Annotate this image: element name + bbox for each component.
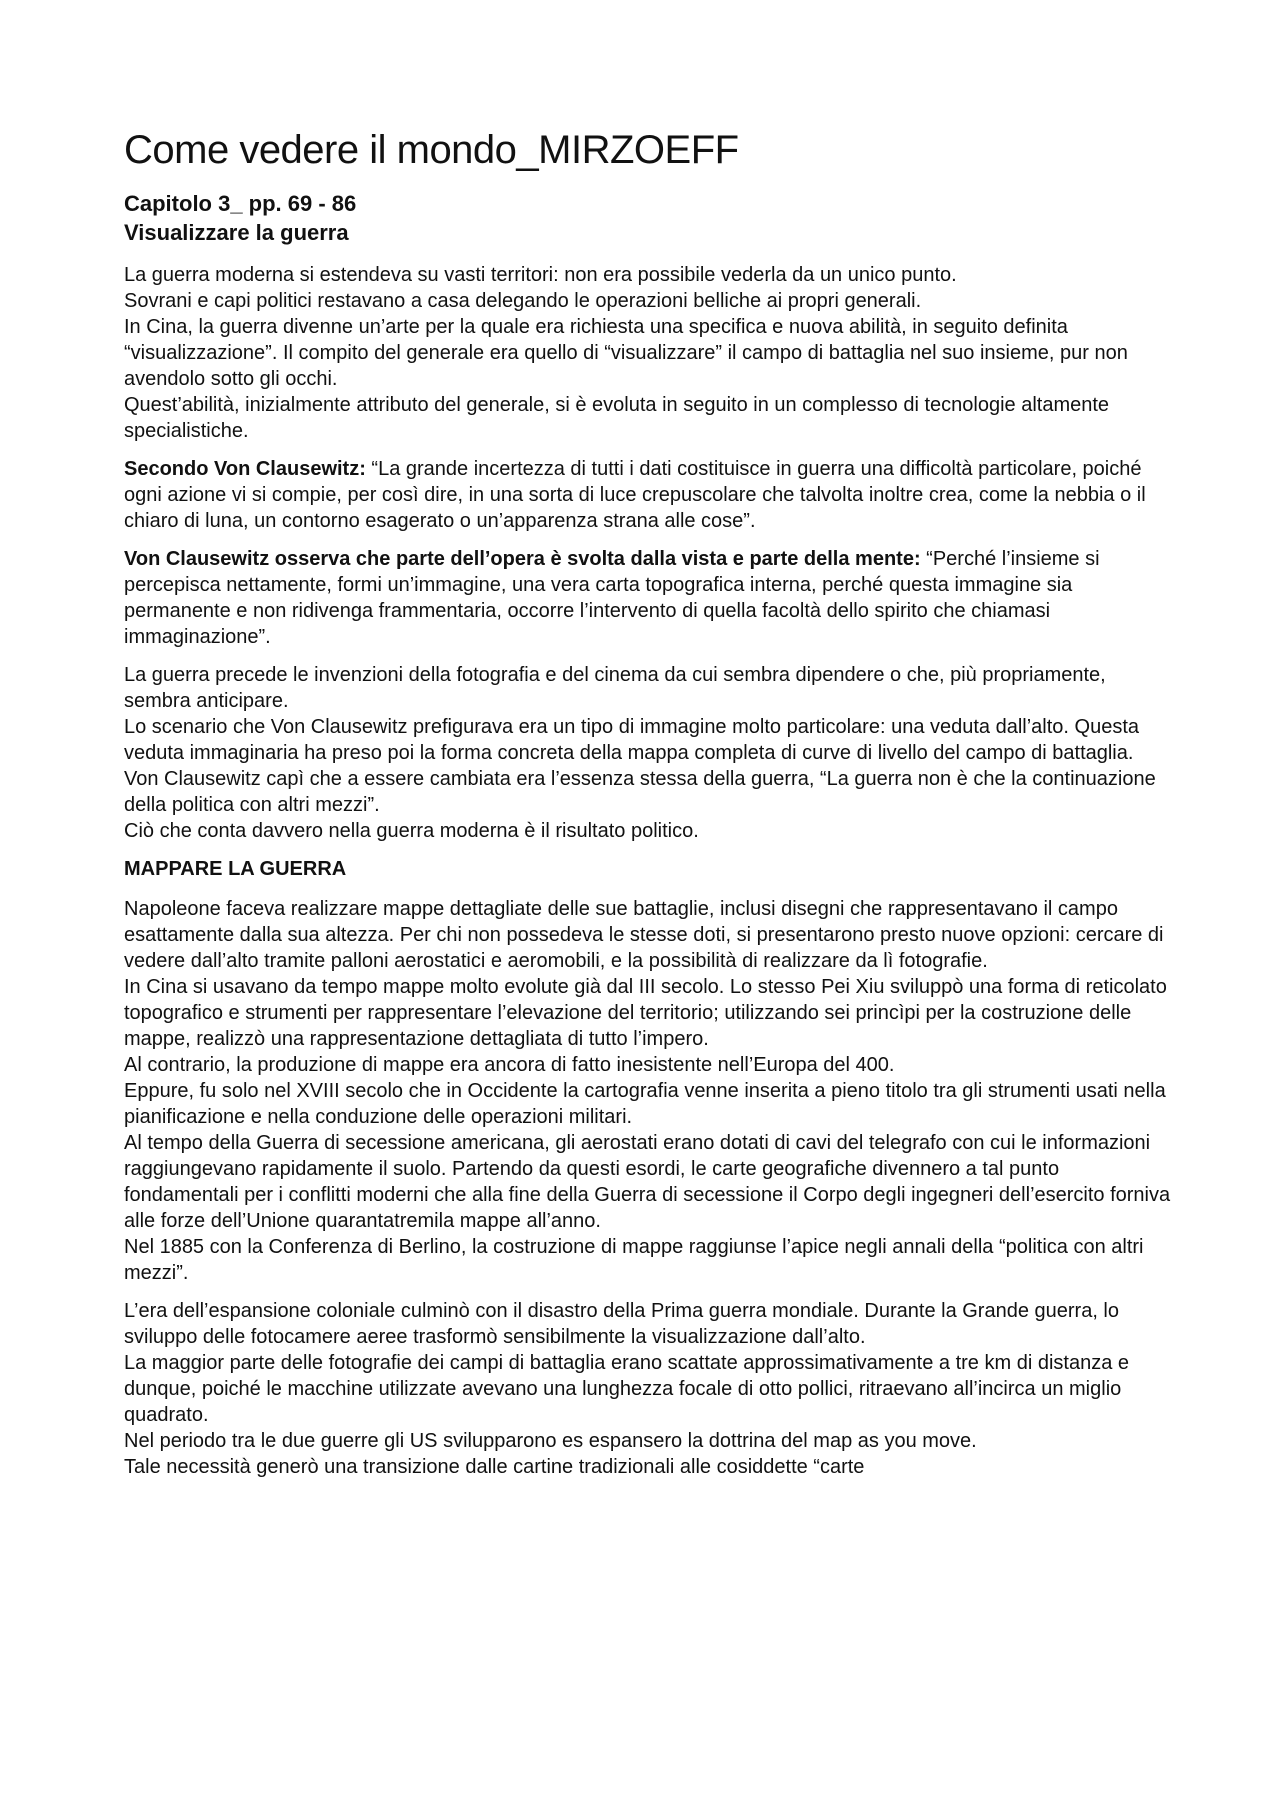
colonial-block bbox=[124, 1298, 1174, 1480]
paragraph: In Cina si usavano da tempo mappe molto evolute già dal III secolo. Lo stesso Pei Xiu sviluppò una forma di reticolato topografico e strumenti per rappresentare l’elevazione del territorio; utilizzando sei princìpi per la costruzione delle mappe, realizzò una rappresentazione dettagliata di tutto l’impero. bbox=[124, 976, 1167, 1050]
paragraph: La maggior parte delle fotografie dei campi di battaglia erano scattate approssimativamente a tre km di distanza e dunque, poiché le macchine utilizzate avevano una lunghezza focale di otto pollici, ritraevano all’incirca un miglio quadrato. bbox=[124, 1352, 1129, 1426]
quote-text: “La grande incertezza di tutti i dati costituisce in guerra una difficoltà particolare, poiché ogni azione vi si compie, per così dire, in una sorta di luce crepuscolare che talvolta inoltre crea, come la nebbia o il chiaro di luna, un contorno esagerato o un’apparenza strana alle cose”. bbox=[124, 458, 1146, 532]
clausewitz-observation-block bbox=[124, 546, 1174, 650]
page-title: Come vedere il mondo_MIRZOEFF bbox=[124, 128, 739, 172]
quote-text: “Perché l’insieme si percepisca nettamente, formi un’immagine, una vera carta topografica interna, perché questa immagine sia permanente e non ridivenga frammentaria, occorre l’intervento di quella facoltà dello spirito che chiamasi immaginazione”. bbox=[124, 548, 1100, 648]
mapping-block bbox=[124, 896, 1174, 1286]
paragraph: La guerra moderna si estendeva su vasti territori: non era possibile vederla da un unico punto. bbox=[124, 264, 957, 286]
paragraph: Quest’abilità, inizialmente attributo del generale, si è evoluta in seguito in un complesso di tecnologie altamente specialistiche. bbox=[124, 394, 1110, 442]
paragraph: Napoleone faceva realizzare mappe dettagliate delle sue battaglie, inclusi disegni che rappresentavano il campo esattamente dalla sua altezza. Per chi non possedeva le stesse doti, si presentarono presto nuove opzioni: cercare di vedere dall’alto tramite palloni aerostatici e aeromobili, e la possibilità di realizzare da lì fotografie. bbox=[124, 898, 1164, 972]
paragraph: Nel 1885 con la Conferenza di Berlino, la costruzione di mappe raggiunse l’apice negli annali della “politica con altri mezzi”. bbox=[124, 1236, 1144, 1284]
page-content bbox=[124, 126, 1174, 1480]
paragraph bbox=[124, 456, 1174, 534]
intro-block bbox=[124, 262, 1174, 444]
paragraph: Von Clausewitz capì che a essere cambiata era l’essenza stessa della guerra, “La guerra non è che la continuazione della politica con altri mezzi”. bbox=[124, 768, 1156, 816]
paragraph: La guerra precede le invenzioni della fotografia e del cinema da cui sembra dipendere o che, più propriamente, sembra anticipare. bbox=[124, 664, 1106, 712]
paragraph: Al contrario, la produzione di mappe era ancora di fatto inesistente nell’Europa del 400. bbox=[124, 1054, 895, 1076]
paragraph: Eppure, fu solo nel XVIII secolo che in Occidente la cartografia venne inserita a pieno titolo tra gli strumenti usati nella pianificazione e nella conduzione delle operazioni militari. bbox=[124, 1080, 1166, 1128]
paragraph: Nel periodo tra le due guerre gli US svilupparono es espansero la dottrina del map as you move. bbox=[124, 1430, 977, 1452]
bold-lead: Secondo Von Clausewitz: bbox=[124, 458, 366, 480]
paragraph: Al tempo della Guerra di secessione americana, gli aerostati erano dotati di cavi del telegrafo con cui le informazioni raggiungevano rapidamente il suolo. Partendo da questi esordi, le carte geografiche divennero a tal punto fondamentali per i conflitti moderni che alla fine della Guerra di secessione il Corpo degli ingegneri dell’esercito forniva alle forze dell’Unione quarantatremila mappe all’anno. bbox=[124, 1132, 1171, 1232]
clausewitz-quote-block bbox=[124, 456, 1174, 534]
paragraph: Sovrani e capi politici restavano a casa delegando le operazioni belliche ai propri generali. bbox=[124, 290, 922, 312]
bold-lead: Von Clausewitz osserva che parte dell’opera è svolta dalla vista e parte della mente: bbox=[124, 548, 921, 570]
paragraph: Tale necessità generò una transizione dalle cartine tradizionali alle cosiddette “carte bbox=[124, 1456, 865, 1478]
paragraph: Ciò che conta davvero nella guerra moderna è il risultato politico. bbox=[124, 820, 699, 842]
war-media-block bbox=[124, 662, 1174, 844]
section-heading: MAPPARE LA GUERRA bbox=[124, 858, 347, 880]
paragraph: In Cina, la guerra divenne un’arte per la quale era richiesta una specifica e nuova abilità, in seguito definita “visualizzazione”. Il compito del generale era quello di “visualizzare” il campo di battaglia nel suo insieme, pur non avendolo sotto gli occhi. bbox=[124, 316, 1128, 390]
paragraph: Lo scenario che Von Clausewitz prefigurava era un tipo di immagine molto particolare: una veduta dall’alto. Questa veduta immaginaria ha preso poi la forma concreta della mappa completa di curve di livello del campo di battaglia. bbox=[124, 716, 1140, 764]
chapter-heading: Capitolo 3_ pp. 69 - 86 bbox=[124, 191, 357, 216]
paragraph: L’era dell’espansione coloniale culminò con il disastro della Prima guerra mondiale. Durante la Grande guerra, lo sviluppo delle fotocamere aeree trasformò sensibilmente la visualizzazione dall’alto. bbox=[124, 1300, 1119, 1348]
chapter-subtitle: Visualizzare la guerra bbox=[124, 220, 349, 245]
paragraph bbox=[124, 546, 1174, 650]
